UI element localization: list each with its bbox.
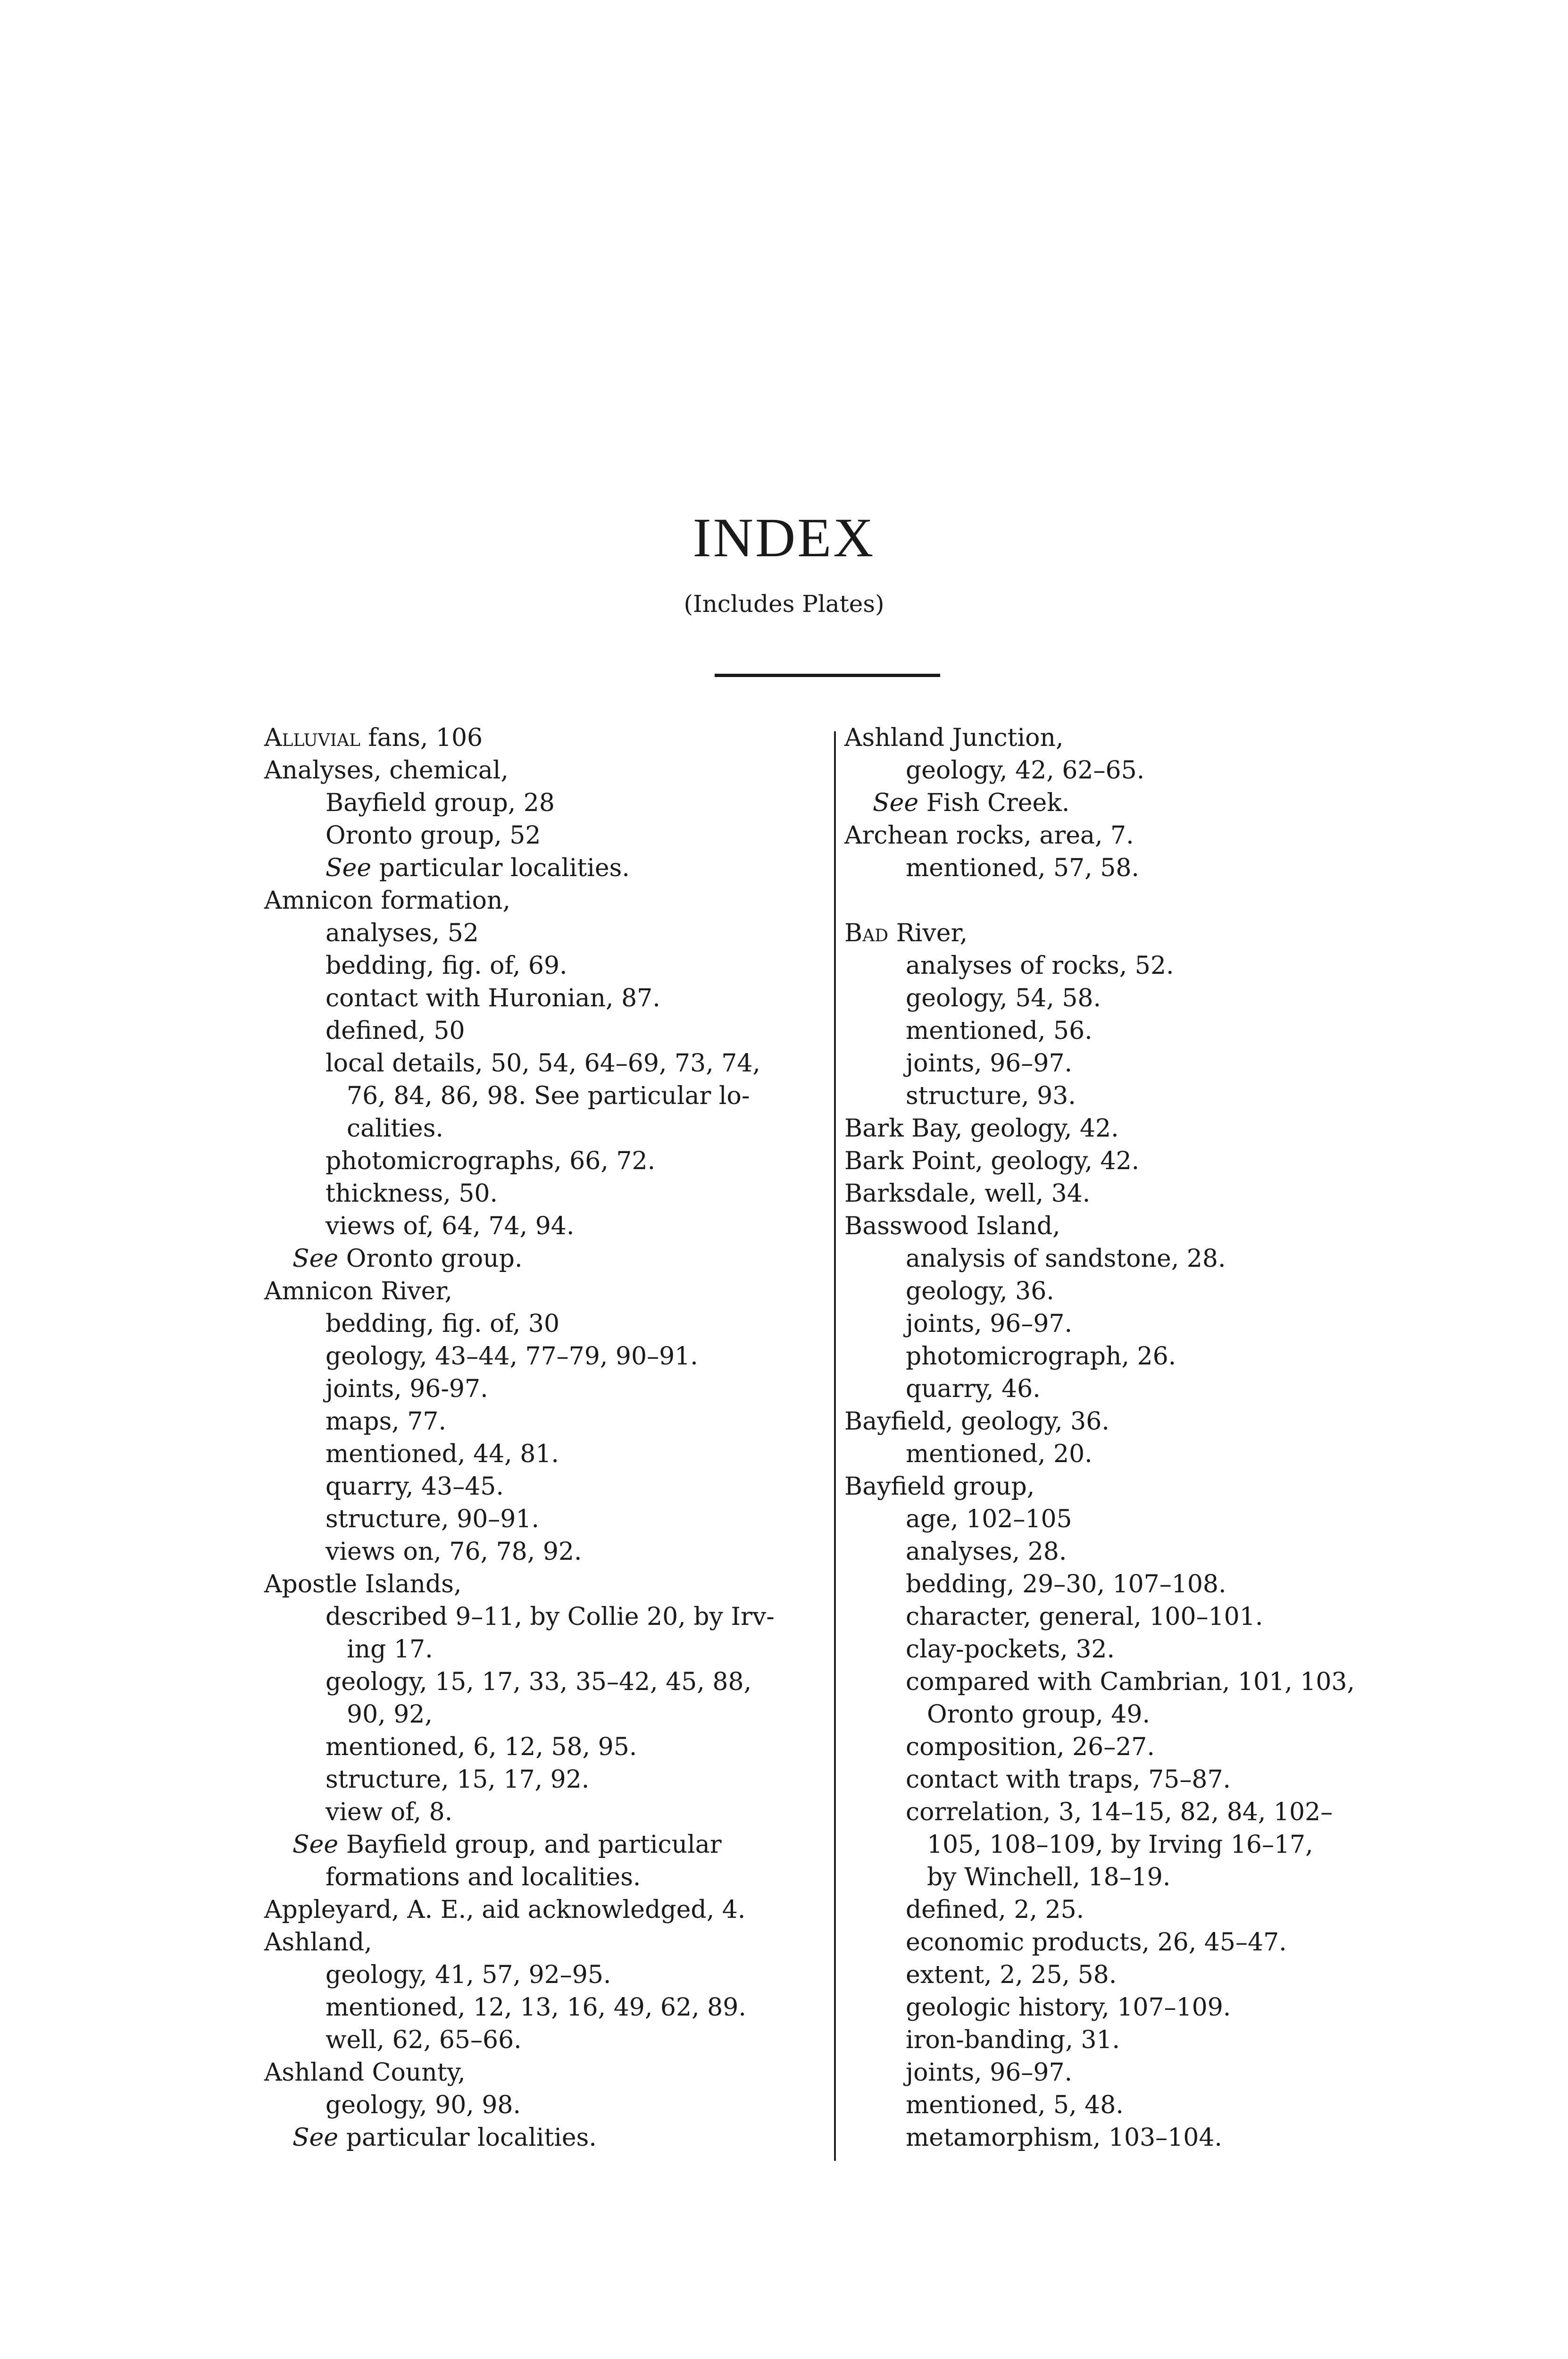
entry-text: Appleyard, A. E., aid acknowledged, 4. xyxy=(264,1896,746,1924)
entry-text: Bayfield group, xyxy=(844,1472,1035,1501)
index-entry xyxy=(264,754,826,787)
index-entry xyxy=(844,1015,1410,1047)
index-entry xyxy=(844,1340,1410,1373)
entry-lead-word: Bad xyxy=(844,919,889,947)
entry-text: Fish Creek. xyxy=(918,789,1070,817)
entry-text: analyses of rocks, 52. xyxy=(906,952,1174,980)
index-entry xyxy=(264,1829,826,1861)
see-reference: See xyxy=(292,1245,339,1273)
entry-text: structure, 15, 17, 92. xyxy=(325,1765,590,1794)
entry-text: correlation, 3, 14–15, 82, 84, 102– xyxy=(906,1798,1333,1826)
index-entry xyxy=(264,1373,826,1405)
entry-text: age, 102–105 xyxy=(906,1505,1072,1533)
index-entry xyxy=(844,1405,1410,1438)
index-entry xyxy=(264,1047,826,1080)
entry-text: particular localities. xyxy=(338,2124,597,2152)
index-entry xyxy=(844,1633,1410,1666)
entry-text: contact with Huronian, 87. xyxy=(325,984,660,1012)
index-entry xyxy=(264,852,826,885)
index-entry xyxy=(844,1275,1410,1308)
entry-text: Amnicon formation, xyxy=(264,887,511,915)
index-entry xyxy=(844,787,1410,820)
index-entry xyxy=(844,1666,1410,1698)
entry-text: by Winchell, 18–19. xyxy=(927,1863,1171,1891)
index-entry xyxy=(264,1471,826,1503)
entry-text: Ashland County, xyxy=(264,2058,466,2087)
index-entry xyxy=(264,982,826,1015)
entry-text: Analyses, chemical, xyxy=(264,756,509,785)
entry-text: geology, 43–44, 77–79, 90–91. xyxy=(325,1342,698,1371)
entry-text: quarry, 46. xyxy=(906,1375,1041,1403)
entry-text: defined, 50 xyxy=(325,1017,465,1045)
entry-text: mentioned, 6, 12, 58, 95. xyxy=(325,1733,637,1761)
entry-text: Amnicon River, xyxy=(264,1277,453,1305)
index-entry xyxy=(844,1764,1410,1796)
entry-text: Bark Bay, geology, 42. xyxy=(844,1114,1119,1143)
index-entry xyxy=(844,1568,1410,1601)
index-entry xyxy=(264,2122,826,2154)
entry-text: views on, 76, 78, 92. xyxy=(325,1538,582,1566)
index-entry xyxy=(264,2057,826,2089)
index-entry xyxy=(844,1145,1410,1178)
index-entry xyxy=(264,1991,826,2024)
index-entry xyxy=(264,950,826,982)
index-entry xyxy=(264,917,826,950)
index-entry xyxy=(844,754,1410,787)
index-entry xyxy=(264,1113,826,1145)
entry-text: ing 17. xyxy=(347,1635,433,1664)
entry-text: 76, 84, 86, 98. See particular lo- xyxy=(347,1082,750,1110)
entry-text: character, general, 100–101. xyxy=(906,1603,1263,1631)
entry-text: structure, 90–91. xyxy=(325,1505,539,1533)
index-entry xyxy=(264,1926,826,1959)
entry-text: view of, 8. xyxy=(325,1798,453,1826)
index-entry xyxy=(264,1210,826,1243)
entry-text: Oronto group. xyxy=(338,1245,523,1273)
index-entry xyxy=(264,1731,826,1764)
index-entry xyxy=(264,1275,826,1308)
entry-text: geology, 90, 98. xyxy=(325,2091,521,2119)
index-entry xyxy=(264,722,826,754)
index-entry xyxy=(844,1796,1410,1829)
entry-text: compared with Cambrian, 101, 103, xyxy=(906,1668,1355,1696)
index-entry xyxy=(844,2122,1410,2154)
entry-text: geology, 36. xyxy=(906,1277,1054,1305)
index-entry xyxy=(264,1308,826,1340)
see-reference: See xyxy=(292,1831,339,1859)
entry-text: formations and localities. xyxy=(325,1863,641,1891)
index-entry xyxy=(844,1308,1410,1340)
entry-text: quarry, 43–45. xyxy=(325,1472,504,1501)
index-entry xyxy=(264,787,826,820)
index-entry xyxy=(844,2057,1410,2089)
index-entry xyxy=(264,1861,826,1894)
index-entry xyxy=(844,1243,1410,1275)
index-entry xyxy=(844,1959,1410,1991)
index-entry xyxy=(264,2089,826,2122)
index-entry xyxy=(844,1991,1410,2024)
see-reference: See xyxy=(292,2124,339,2152)
entry-text: Oronto group, 49. xyxy=(927,1700,1151,1729)
index-entry xyxy=(844,1731,1410,1764)
entry-text: mentioned, 57, 58. xyxy=(906,854,1139,882)
index-entry xyxy=(844,1113,1410,1145)
index-entry xyxy=(844,1438,1410,1471)
see-reference: See xyxy=(325,854,372,882)
entry-text: geology, 41, 57, 92–95. xyxy=(325,1961,611,1989)
index-entry xyxy=(264,1438,826,1471)
entry-text: 105, 108–109, by Irving 16–17, xyxy=(927,1831,1313,1859)
entry-text: geologic history, 107–109. xyxy=(906,1993,1231,2022)
entry-text: analysis of sandstone, 28. xyxy=(906,1245,1226,1273)
title-rule xyxy=(715,674,940,677)
entry-text: Bark Point, geology, 42. xyxy=(844,1147,1140,1175)
index-entry xyxy=(844,1471,1410,1503)
index-entry xyxy=(844,950,1410,982)
index-entry xyxy=(264,1405,826,1438)
entry-text: joints, 96-97. xyxy=(325,1375,488,1403)
entry-text: extent, 2, 25, 58. xyxy=(906,1961,1117,1989)
index-entry xyxy=(844,1210,1410,1243)
entry-text: well, 62, 65–66. xyxy=(325,2026,522,2054)
entry-text: geology, 42, 62–65. xyxy=(906,756,1145,785)
index-entry xyxy=(264,885,826,917)
index-entry xyxy=(264,2024,826,2057)
entry-text: clay-pockets, 32. xyxy=(906,1635,1115,1664)
index-entry xyxy=(844,1047,1410,1080)
index-entry xyxy=(844,1698,1410,1731)
index-entry xyxy=(264,1080,826,1113)
index-entry xyxy=(264,820,826,852)
entry-text: photomicrograph, 26. xyxy=(906,1342,1176,1371)
index-entry xyxy=(264,1145,826,1178)
entry-text: bedding, 29–30, 107–108. xyxy=(906,1570,1226,1598)
entry-text: structure, 93. xyxy=(906,1082,1076,1110)
entry-text: Ashland, xyxy=(264,1928,372,1957)
index-column-left xyxy=(264,722,826,2154)
entry-text: metamorphism, 103–104. xyxy=(906,2124,1222,2152)
entry-text: geology, 15, 17, 33, 35–42, 45, 88, xyxy=(325,1668,752,1696)
entry-text: described 9–11, by Collie 20, by Irv- xyxy=(325,1603,775,1631)
entry-text: geology, 54, 58. xyxy=(906,984,1101,1012)
index-entry xyxy=(264,1503,826,1536)
entry-text: composition, 26–27. xyxy=(906,1733,1155,1761)
entry-text: bedding, fig. of, 30 xyxy=(325,1310,560,1338)
entry-text: particular localities. xyxy=(371,854,630,882)
index-entry xyxy=(264,1243,826,1275)
index-entry xyxy=(264,1601,826,1633)
entry-text: joints, 96–97. xyxy=(906,1310,1073,1338)
entry-text: Bayfield, geology, 36. xyxy=(844,1407,1109,1436)
entry-text: mentioned, 12, 13, 16, 49, 62, 89. xyxy=(325,1993,746,2022)
entry-text: Bayfield group, 28 xyxy=(325,789,555,817)
page-title: INDEX xyxy=(692,507,876,569)
entry-text: Archean rocks, area, 7. xyxy=(844,821,1134,850)
entry-text: fans, 106 xyxy=(360,724,483,752)
entry-text: Basswood Island, xyxy=(844,1212,1060,1240)
index-entry xyxy=(844,1080,1410,1113)
index-entry xyxy=(264,1633,826,1666)
entry-text: mentioned, 44, 81. xyxy=(325,1440,559,1468)
entry-text: analyses, 52 xyxy=(325,919,479,947)
index-entry xyxy=(264,1698,826,1731)
entry-text: local details, 50, 54, 64–69, 73, 74, xyxy=(325,1049,760,1078)
entry-text: photomicrographs, 66, 72. xyxy=(325,1147,656,1175)
column-divider xyxy=(834,731,836,2161)
entry-lead-word: Alluvial xyxy=(264,724,360,752)
entry-text: Barksdale, well, 34. xyxy=(844,1180,1091,1208)
entry-text: bedding, fig. of, 69. xyxy=(325,952,567,980)
index-entry xyxy=(844,1926,1410,1959)
index-entry xyxy=(844,917,1410,950)
index-entry xyxy=(264,1536,826,1568)
index-entry xyxy=(264,1894,826,1926)
index-entry xyxy=(844,1373,1410,1405)
entry-text: mentioned, 56. xyxy=(906,1017,1093,1045)
index-entry xyxy=(844,2089,1410,2122)
entry-spacer xyxy=(844,885,1410,917)
entry-text: Ashland Junction, xyxy=(844,724,1064,752)
entry-text: contact with traps, 75–87. xyxy=(906,1765,1231,1794)
entry-text: maps, 77. xyxy=(325,1407,447,1436)
entry-text: views of, 64, 74, 94. xyxy=(325,1212,575,1240)
entry-text: Bayfield group, and particular xyxy=(338,1831,722,1859)
entry-text: joints, 96–97. xyxy=(906,2058,1073,2087)
index-entry xyxy=(264,1340,826,1373)
index-entry xyxy=(264,1178,826,1210)
index-entry xyxy=(844,2024,1410,2057)
index-entry xyxy=(844,1178,1410,1210)
index-entry xyxy=(264,1796,826,1829)
entry-text: River, xyxy=(888,919,968,947)
index-entry xyxy=(264,1666,826,1698)
entry-text: mentioned, 20. xyxy=(906,1440,1093,1468)
index-entry xyxy=(844,1829,1410,1861)
index-entry xyxy=(844,820,1410,852)
index-entry xyxy=(264,1764,826,1796)
index-entry xyxy=(844,1861,1410,1894)
entry-text: analyses, 28. xyxy=(906,1538,1067,1566)
entry-text: mentioned, 5, 48. xyxy=(906,2091,1124,2119)
entry-text: iron-banding, 31. xyxy=(906,2026,1120,2054)
entry-text: Apostle Islands, xyxy=(264,1570,462,1598)
entry-text: joints, 96–97. xyxy=(906,1049,1073,1078)
entry-text: defined, 2, 25. xyxy=(906,1896,1084,1924)
index-column-right xyxy=(844,722,1410,2154)
entry-text: thickness, 50. xyxy=(325,1180,498,1208)
index-entry xyxy=(844,852,1410,885)
index-entry xyxy=(264,1015,826,1047)
page-subtitle: (Includes Plates) xyxy=(684,590,884,618)
entry-text: 90, 92, xyxy=(347,1700,433,1729)
index-entry xyxy=(844,1536,1410,1568)
index-entry xyxy=(844,722,1410,754)
index-entry xyxy=(844,982,1410,1015)
index-entry xyxy=(844,1894,1410,1926)
see-reference: See xyxy=(873,789,919,817)
index-entry xyxy=(844,1601,1410,1633)
index-entry xyxy=(264,1568,826,1601)
index-entry xyxy=(844,1503,1410,1536)
entry-text: calities. xyxy=(347,1114,443,1143)
entry-text: economic products, 26, 45–47. xyxy=(906,1928,1287,1957)
entry-text: Oronto group, 52 xyxy=(325,821,541,850)
index-entry xyxy=(264,1959,826,1991)
